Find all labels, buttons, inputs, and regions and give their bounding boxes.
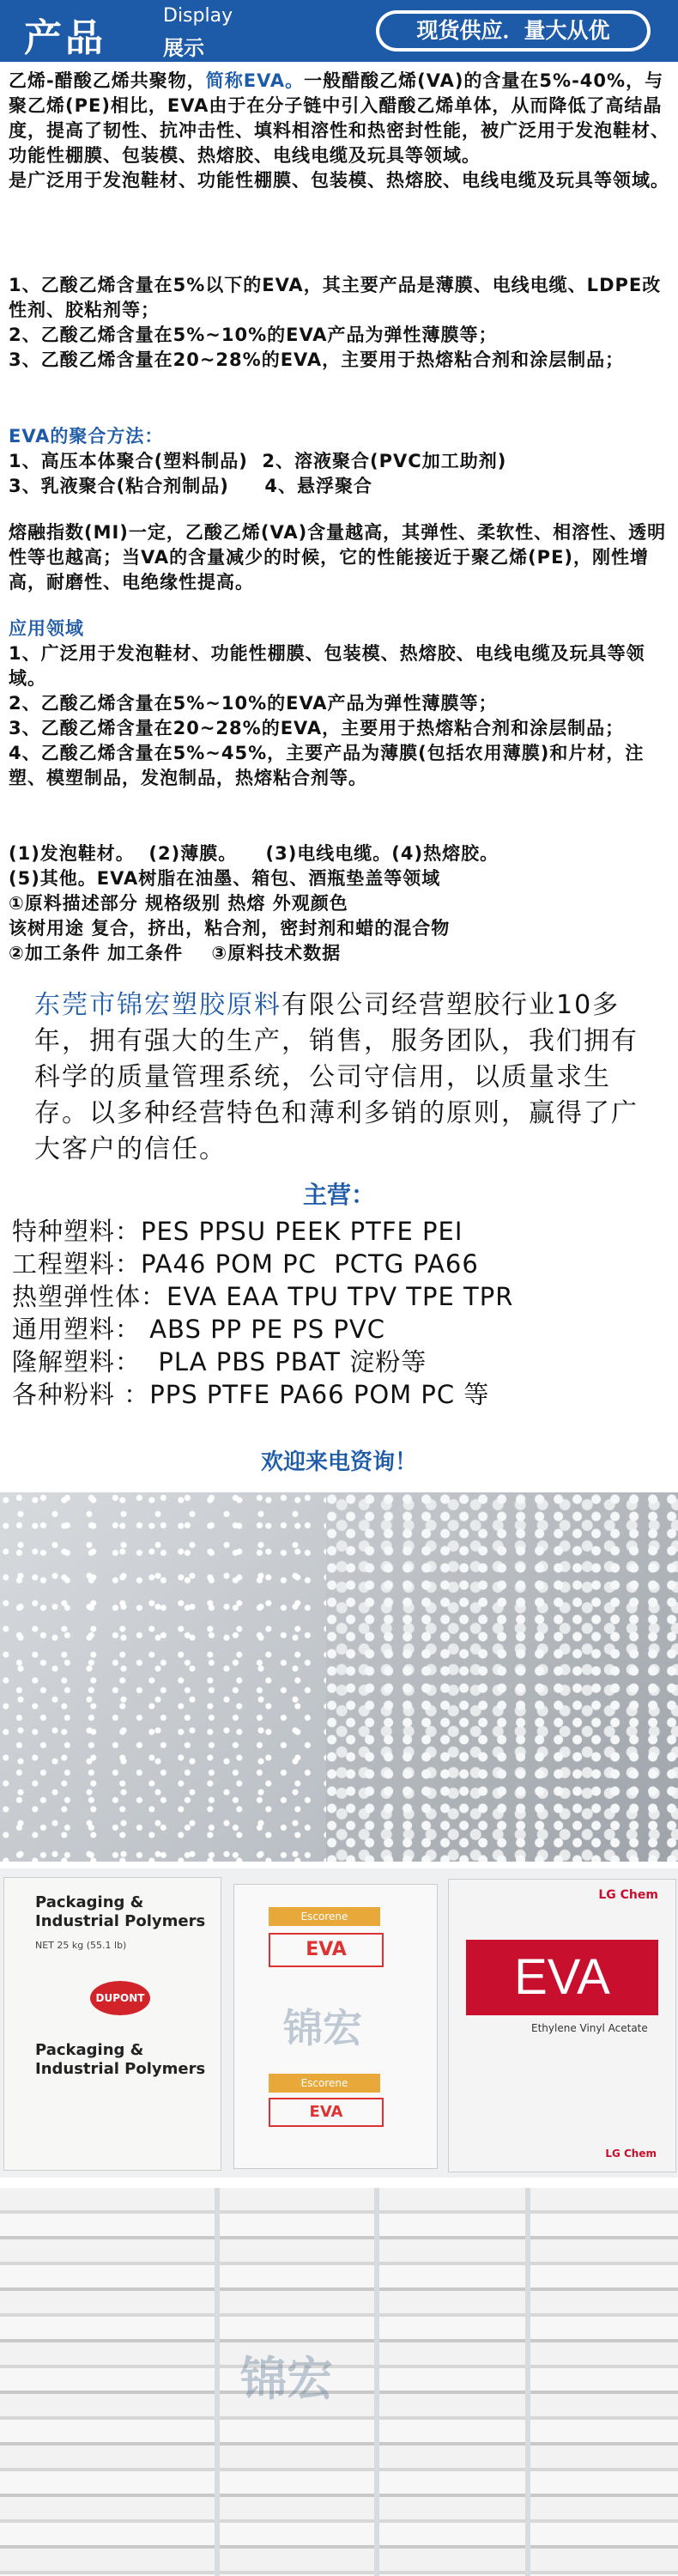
dupont-bag — [3, 1877, 221, 2171]
dupont-logo: DUPONT — [90, 1981, 150, 2015]
eva-pellets-photo-1 — [0, 1492, 326, 1862]
lg-chem-bag — [448, 1879, 676, 2172]
dupont-bag-title — [35, 1893, 205, 1931]
lg-chem-logo: LG Chem — [598, 1888, 658, 1902]
header-title: 产品 — [24, 16, 106, 60]
company-description: 有限公司经营塑胶行业10多年，拥有强大的生产，销售，服务团队，我们拥有科学的质量管理系统，公司守信用，以质量求生存。以多种经营特色和薄利多销的原则，赢得了广大客户的信任。 — [34, 990, 639, 1164]
eva-bags-photo — [0, 1868, 678, 2178]
supply-badge — [376, 10, 651, 52]
bag-stack-right — [379, 2188, 525, 2576]
bag-stack-left — [0, 2188, 215, 2576]
polymerization-line: 3、乳液聚合(粘合剂制品) 4、悬浮聚合 — [9, 476, 372, 496]
dupont-bag-title-line: Industrial Polymers — [35, 1912, 206, 1930]
list-item: 2、乙酸乙烯含量在5%~10%的EVA产品为弹性薄膜等； — [9, 325, 498, 345]
applications-item: 4、乙酸乙烯含量在5%~45%，主要产品为薄膜(包括农用薄膜)和片材，注塑、模塑制品，发泡制品，热熔粘合剂等。 — [9, 743, 645, 788]
polymerization-heading: EVA的聚合方法： — [9, 426, 164, 447]
main-product-row: 工程塑料：PA46 POM PC PCTG PA66 — [12, 1249, 479, 1279]
uses-line: 该树用途 复合，挤出，粘合剂，密封剂和蜡的混合物 — [9, 918, 451, 939]
applications-item: 1、广泛用于发泡鞋材、功能性棚膜、包装模、热熔胶、电线电缆及玩具等领域。 — [9, 643, 645, 689]
dupont-bag-title-line: Industrial Polymers — [35, 2060, 206, 2078]
watermark-2: 锦宏 — [240, 2352, 333, 2406]
polymerization-line: 1、高压本体聚合(塑料制品) 2、溶液聚合(PVC加工助剂) — [9, 451, 507, 471]
lg-chem-eva-label: EVA — [466, 1940, 658, 2015]
warehouse-stacks-photo — [0, 2188, 678, 2576]
applications-heading: 应用领域 — [9, 618, 84, 639]
main-product-row: 特种塑料：PES PPSU PEEK PTFE PEI — [12, 1217, 463, 1246]
main-product-row: 隆解塑料： PLA PBS PBAT 淀粉等 — [12, 1347, 427, 1376]
polymerization-section — [9, 424, 669, 499]
applications-section — [9, 617, 669, 791]
uses-line: ②加工条件 加工条件 ③原料技术数据 — [9, 943, 342, 963]
bag-stack-far-right — [530, 2188, 678, 2576]
company-name: 东莞市锦宏塑胶原料 — [34, 990, 281, 1020]
main-product-row: 热塑弹性体：EVA EAA TPU TPV TPE TPR — [12, 1282, 514, 1311]
main-product-row: 通用塑料： ABS PP PE PS PVC — [12, 1315, 385, 1344]
main-products-heading: 主营： — [302, 1181, 375, 1209]
lg-chem-logo-bottom: LG Chem — [605, 2148, 657, 2160]
list-item: 1、乙酸乙烯含量在5%以下的EVA，其主要产品是薄膜、电线电缆、LDPE改性剂、胶粘剂等； — [9, 275, 662, 320]
eva-pellets-photo-2 — [326, 1492, 678, 1862]
intro-paragraph — [9, 69, 669, 168]
intro-repeat: 是广泛用于发泡鞋材、功能性棚膜、包装模、热熔胶、电线电缆及玩具等领域。 — [9, 170, 669, 191]
content-list-1 — [9, 273, 669, 373]
company-paragraph — [34, 987, 652, 1168]
watermark: 锦宏 — [283, 2005, 362, 2051]
escorene-brand-2: Escorene — [269, 2074, 380, 2093]
lg-chem-subtitle: Ethylene Vinyl Acetate — [531, 2022, 648, 2034]
uses-line: (1)发泡鞋材。 (2)薄膜。 (3)电线电缆。(4)热熔胶。 — [9, 843, 499, 864]
uses-section — [9, 841, 669, 966]
escorene-eva-label: EVA — [269, 1933, 384, 1967]
welcome-message: 欢迎来电资询！ — [260, 1449, 417, 1475]
intro-section — [9, 69, 669, 193]
intro-body: 一般醋酸乙烯(VA)的含量在5%-40%，与聚乙烯(PE)相比，EVA由于在分子链中引入醋酸乙烯单体，从而降低了高结晶度，提高了韧性、抗冲击性、填料相溶性和热密封性能，被广泛用于发泡鞋材、功能性棚膜、包装模、热熔胶、电线电缆及玩具等领域。 — [9, 70, 669, 166]
applications-item: 3、乙酸乙烯含量在20~28%的EVA，主要用于热熔粘合剂和涂层制品； — [9, 718, 625, 738]
dupont-bag-title-line: Packaging & — [35, 1893, 144, 1911]
list-item: 3、乙酸乙烯含量在20~28%的EVA，主要用于热熔粘合剂和涂层制品； — [9, 349, 625, 370]
escorene-eva-label-2: EVA — [269, 2098, 384, 2127]
main-products-list — [12, 1215, 673, 1411]
dupont-bag-title-line: Packaging & — [35, 2041, 144, 2059]
intro-lead: 乙烯-醋酸乙烯共聚物， — [9, 70, 206, 91]
applications-item: 2、乙酸乙烯含量在5%~10%的EVA产品为弹性薄膜等； — [9, 693, 498, 714]
header-banner — [0, 0, 678, 62]
dupont-bag-title-2 — [35, 2041, 205, 2079]
header-subtitle-cn: 展示 — [163, 36, 204, 60]
escorene-brand: Escorene — [269, 1907, 380, 1926]
intro-short-name: 简称EVA。 — [205, 70, 305, 91]
uses-line: ①原料描述部分 规格级别 热熔 外观颜色 — [9, 893, 348, 914]
melt-index-paragraph: 熔融指数(MI)一定，乙酸乙烯(VA)含量越高，其弹性、柔软性、相溶性、透明性等也越高；当VA的含量减少的时候，它的性能接近于聚乙烯(PE)，刚性增高，耐磨性、电绝缘性提高。 — [9, 522, 667, 592]
dupont-bag-net: NET 25 kg (55.1 lb) — [35, 1940, 127, 1951]
header-subtitle-en: Display — [163, 5, 233, 27]
main-product-row: 各种粉料 ：PPS PTFE PA66 POM PC 等 — [12, 1380, 490, 1409]
supply-badge-label: 现货供应．量大从优 — [379, 14, 647, 48]
uses-line: (5)其他。EVA树脂在油墨、箱包、酒瓶垫盖等领域 — [9, 868, 441, 889]
